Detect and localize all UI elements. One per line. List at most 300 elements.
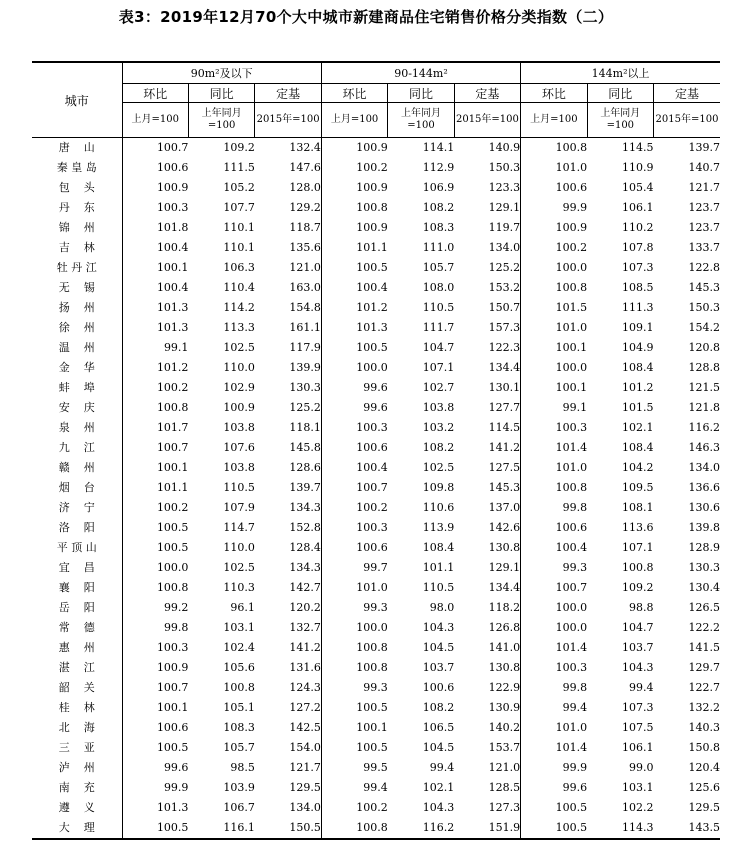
city-name: 宜 昌: [32, 558, 122, 578]
index-value: 108.3: [422, 221, 455, 234]
index-value: 114.5: [454, 418, 520, 438]
index-value: 100.5: [356, 341, 388, 354]
index-value: 134.4: [454, 578, 520, 598]
index-value: 121.0: [255, 258, 321, 278]
index-value: 100.8: [356, 201, 388, 214]
index-value: 118.7: [255, 218, 321, 238]
index-value: 121.7: [688, 181, 720, 194]
subcolumn-header-yoy: 同比: [388, 84, 454, 103]
index-value: 103.8: [223, 421, 255, 434]
index-value: 110.3: [223, 581, 255, 594]
index-value: 105.4: [622, 181, 654, 194]
index-value: 127.3: [454, 798, 520, 818]
index-value: 102.5: [422, 461, 455, 474]
index-value: 150.8: [688, 741, 720, 754]
city-name: 湛 江: [32, 658, 122, 678]
index-value: 154.2: [688, 321, 720, 334]
index-value: 103.7: [422, 661, 455, 674]
index-value: 100.5: [521, 818, 587, 839]
index-value: 132.2: [688, 701, 720, 714]
index-value: 130.8: [454, 658, 520, 678]
table-row: [32, 798, 720, 818]
index-value: 99.9: [163, 781, 189, 794]
index-value: 99.6: [363, 401, 388, 414]
index-value: 100.9: [555, 221, 588, 234]
index-value: 110.5: [223, 481, 255, 494]
index-value: 119.7: [454, 218, 520, 238]
index-value: 126.8: [454, 618, 520, 638]
index-value: 134.3: [255, 498, 321, 518]
index-value: 100.6: [555, 521, 588, 534]
index-value: 99.6: [163, 761, 189, 774]
index-value: 150.3: [688, 301, 720, 314]
index-value: 100.9: [156, 181, 189, 194]
index-value: 106.5: [422, 721, 455, 734]
index-value: 100.2: [156, 381, 189, 394]
index-value: 109.2: [223, 141, 255, 154]
index-value: 113.6: [622, 521, 654, 534]
index-value: 129.5: [688, 801, 720, 814]
table-row: [32, 698, 720, 718]
index-value: 104.3: [422, 621, 455, 634]
index-value: 100.3: [156, 641, 189, 654]
city-name: 泸 州: [32, 758, 122, 778]
index-value: 116.2: [388, 818, 454, 839]
index-value: 100.6: [156, 161, 189, 174]
index-value: 108.4: [422, 541, 455, 554]
index-value: 99.4: [429, 761, 455, 774]
city-name: 惠 州: [32, 638, 122, 658]
index-value: 99.7: [363, 561, 388, 574]
table-row: [32, 518, 720, 538]
index-value: 102.2: [622, 801, 654, 814]
index-value: 142.5: [255, 718, 321, 738]
index-value: 100.4: [356, 461, 388, 474]
index-value: 153.7: [454, 738, 520, 758]
index-value: 125.2: [454, 258, 520, 278]
index-value: 109.1: [622, 321, 654, 334]
city-column-header: 城市: [32, 62, 122, 138]
table-row: [32, 418, 720, 438]
index-value: 114.7: [223, 521, 255, 534]
table-row: [32, 618, 720, 638]
index-value: 99.6: [562, 781, 588, 794]
index-value: 100.8: [555, 481, 588, 494]
index-value: 101.2: [356, 301, 388, 314]
index-value: 111.3: [622, 301, 654, 314]
index-value: 121.0: [454, 758, 520, 778]
index-value: 140.3: [688, 721, 720, 734]
table-row: [32, 138, 720, 159]
index-value: 108.0: [422, 281, 455, 294]
index-value: 122.2: [688, 621, 720, 634]
index-value: 100.8: [555, 141, 588, 154]
index-value: 114.5: [622, 141, 654, 154]
index-value: 100.9: [156, 661, 189, 674]
index-value: 129.2: [255, 198, 321, 218]
base-period-header: 上月=100: [521, 103, 587, 138]
index-value: 110.1: [223, 241, 255, 254]
index-value: 110.0: [223, 361, 255, 374]
index-value: 100.3: [356, 521, 388, 534]
index-value: 99.9: [562, 761, 588, 774]
city-name: 三 亚: [32, 738, 122, 758]
table-row: [32, 638, 720, 658]
index-value: 101.3: [156, 801, 189, 814]
index-value: 118.2: [454, 598, 520, 618]
index-value: 110.9: [622, 161, 654, 174]
index-value: 135.6: [255, 238, 321, 258]
index-value: 102.7: [422, 381, 455, 394]
table-row: [32, 218, 720, 238]
base-period-header: 上年同月=100: [388, 103, 454, 138]
index-value: 137.0: [454, 498, 520, 518]
index-value: 99.4: [562, 701, 588, 714]
index-value: 99.1: [562, 401, 588, 414]
index-value: 111.0: [422, 241, 455, 254]
city-name: 丹 东: [32, 198, 122, 218]
index-value: 107.8: [622, 241, 654, 254]
city-name: 大 理: [32, 818, 122, 839]
table-row: [32, 338, 720, 358]
index-value: 100.0: [555, 601, 588, 614]
index-value: 99.3: [562, 561, 588, 574]
index-value: 140.2: [454, 718, 520, 738]
index-value: 163.0: [255, 278, 321, 298]
index-value: 100.8: [156, 401, 189, 414]
table-row: [32, 318, 720, 338]
index-value: 111.7: [422, 321, 455, 334]
index-value: 125.2: [255, 398, 321, 418]
index-value: 108.2: [422, 201, 455, 214]
index-value: 100.2: [156, 501, 189, 514]
index-value: 140.9: [454, 138, 520, 159]
city-name: 桂 林: [32, 698, 122, 718]
index-value: 105.2: [223, 181, 255, 194]
index-value: 142.6: [454, 518, 520, 538]
index-value: 101.1: [356, 241, 388, 254]
index-value: 130.6: [688, 501, 720, 514]
table-row: [32, 558, 720, 578]
index-value: 99.8: [562, 501, 588, 514]
index-value: 147.6: [255, 158, 321, 178]
index-value: 101.0: [356, 581, 388, 594]
index-value: 113.3: [223, 321, 255, 334]
index-value: 104.9: [622, 341, 654, 354]
index-value: 100.8: [156, 581, 189, 594]
table-row: [32, 358, 720, 378]
index-value: 100.4: [156, 281, 189, 294]
index-value: 100.5: [356, 261, 388, 274]
index-value: 136.6: [688, 481, 720, 494]
city-name: 遵 义: [32, 798, 122, 818]
index-value: 105.7: [422, 261, 455, 274]
group-header-small: 90m²及以下: [122, 62, 321, 84]
index-value: 100.8: [356, 661, 388, 674]
index-value: 128.9: [688, 541, 720, 554]
base-period-header: 上年同月=100: [188, 103, 254, 138]
index-value: 114.3: [587, 818, 653, 839]
index-value: 101.0: [555, 161, 588, 174]
index-value: 130.9: [454, 698, 520, 718]
subcolumn-header-mom: 环比: [122, 84, 188, 103]
table-row: [32, 238, 720, 258]
index-value: 121.8: [688, 401, 720, 414]
index-value: 109.2: [622, 581, 654, 594]
index-value: 121.5: [688, 381, 720, 394]
index-value: 157.3: [454, 318, 520, 338]
table-row: [32, 438, 720, 458]
index-value: 100.0: [356, 621, 388, 634]
index-value: 130.3: [255, 378, 321, 398]
index-value: 103.9: [223, 781, 255, 794]
index-value: 100.7: [156, 441, 189, 454]
index-value: 117.9: [255, 338, 321, 358]
index-value: 100.3: [356, 421, 388, 434]
index-value: 99.8: [163, 621, 189, 634]
index-value: 142.7: [255, 578, 321, 598]
city-name: 洛 阳: [32, 518, 122, 538]
city-name: 徐 州: [32, 318, 122, 338]
index-value: 128.0: [255, 178, 321, 198]
index-value: 116.1: [188, 818, 254, 839]
index-value: 154.8: [255, 298, 321, 318]
index-value: 100.3: [156, 201, 189, 214]
index-value: 100.7: [356, 481, 388, 494]
index-value: 100.2: [356, 801, 388, 814]
index-value: 103.8: [223, 461, 255, 474]
index-value: 110.2: [622, 221, 654, 234]
table-row: [32, 578, 720, 598]
index-value: 146.3: [688, 441, 720, 454]
index-value: 127.5: [454, 458, 520, 478]
index-value: 127.2: [255, 698, 321, 718]
index-value: 100.7: [555, 581, 588, 594]
index-value: 100.6: [422, 681, 455, 694]
index-value: 98.8: [629, 601, 654, 614]
index-value: 100.9: [223, 401, 255, 414]
index-value: 100.1: [156, 461, 189, 474]
index-value: 150.7: [454, 298, 520, 318]
index-value: 133.7: [688, 241, 720, 254]
index-value: 104.7: [422, 341, 455, 354]
index-value: 98.0: [429, 601, 455, 614]
index-value: 103.1: [223, 621, 255, 634]
index-value: 109.8: [422, 481, 455, 494]
index-value: 106.3: [223, 261, 255, 274]
index-value: 103.1: [622, 781, 654, 794]
index-value: 130.8: [454, 538, 520, 558]
index-value: 125.6: [688, 781, 720, 794]
index-value: 100.7: [156, 681, 189, 694]
index-value: 116.2: [688, 421, 720, 434]
index-value: 104.2: [622, 461, 654, 474]
index-value: 100.1: [555, 341, 588, 354]
index-value: 99.2: [163, 601, 189, 614]
index-value: 100.2: [356, 501, 388, 514]
index-value: 150.5: [255, 818, 321, 839]
table-row: [32, 258, 720, 278]
index-value: 107.7: [223, 201, 255, 214]
index-value: 104.5: [422, 641, 455, 654]
index-value: 100.1: [356, 721, 388, 734]
table-row: [32, 718, 720, 738]
index-value: 110.6: [422, 501, 455, 514]
index-value: 108.2: [422, 701, 455, 714]
index-value: 108.4: [622, 361, 654, 374]
index-value: 100.7: [156, 141, 189, 154]
city-name: 岳 阳: [32, 598, 122, 618]
index-value: 102.5: [223, 561, 255, 574]
index-value: 108.4: [622, 441, 654, 454]
index-value: 100.6: [356, 441, 388, 454]
index-value: 132.4: [255, 138, 321, 159]
index-value: 112.9: [422, 161, 455, 174]
index-value: 106.9: [422, 181, 455, 194]
index-value: 103.2: [422, 421, 455, 434]
city-name: 平 顶 山: [32, 538, 122, 558]
index-value: 113.9: [422, 521, 455, 534]
index-value: 127.7: [454, 398, 520, 418]
index-value: 141.2: [454, 438, 520, 458]
table-row: [32, 538, 720, 558]
index-value: 103.7: [622, 641, 654, 654]
index-value: 110.5: [422, 581, 455, 594]
city-name: 九 江: [32, 438, 122, 458]
city-name: 扬 州: [32, 298, 122, 318]
table-row: [32, 498, 720, 518]
index-value: 124.3: [255, 678, 321, 698]
index-value: 106.1: [622, 201, 654, 214]
index-value: 99.3: [363, 601, 388, 614]
base-period-header: 2015年=100: [454, 103, 520, 138]
index-value: 100.0: [356, 361, 388, 374]
index-value: 100.4: [555, 541, 588, 554]
index-value: 102.1: [422, 781, 455, 794]
index-value: 134.0: [454, 238, 520, 258]
index-value: 99.9: [562, 201, 588, 214]
index-value: 121.7: [255, 758, 321, 778]
table-row: [32, 678, 720, 698]
index-value: 105.6: [223, 661, 255, 674]
index-value: 143.5: [654, 818, 720, 839]
table-row: [32, 818, 720, 839]
index-value: 100.0: [555, 621, 588, 634]
index-value: 106.1: [622, 741, 654, 754]
index-value: 99.5: [363, 761, 388, 774]
index-value: 102.5: [223, 341, 255, 354]
index-value: 104.3: [622, 661, 654, 674]
index-value: 123.7: [688, 201, 720, 214]
city-name: 牡 丹 江: [32, 258, 122, 278]
index-value: 100.4: [356, 281, 388, 294]
index-value: 128.4: [255, 538, 321, 558]
index-value: 141.2: [255, 638, 321, 658]
subcolumn-header-yoy: 同比: [188, 84, 254, 103]
index-value: 108.1: [622, 501, 654, 514]
base-period-header: 2015年=100: [654, 103, 720, 138]
city-name: 赣 州: [32, 458, 122, 478]
index-value: 134.4: [454, 358, 520, 378]
city-name: 金 华: [32, 358, 122, 378]
index-value: 100.5: [156, 521, 189, 534]
index-value: 101.0: [555, 461, 588, 474]
index-value: 101.2: [156, 361, 189, 374]
index-value: 141.5: [688, 641, 720, 654]
index-value: 100.1: [555, 381, 588, 394]
index-value: 105.1: [223, 701, 255, 714]
index-value: 107.1: [622, 541, 654, 554]
index-value: 122.3: [454, 338, 520, 358]
index-value: 108.2: [422, 441, 455, 454]
index-value: 102.9: [223, 381, 255, 394]
index-value: 110.5: [422, 301, 455, 314]
index-value: 101.1: [422, 561, 455, 574]
city-name: 秦 皇 岛: [32, 158, 122, 178]
index-value: 123.7: [688, 221, 720, 234]
table-row: [32, 658, 720, 678]
index-value: 107.5: [622, 721, 654, 734]
city-name: 唐 山: [32, 138, 122, 159]
index-value: 100.6: [555, 181, 588, 194]
city-name: 吉 林: [32, 238, 122, 258]
index-value: 151.9: [454, 818, 520, 839]
city-name: 蚌 埠: [32, 378, 122, 398]
index-value: 100.5: [122, 818, 188, 839]
index-value: 129.1: [454, 558, 520, 578]
index-value: 128.5: [454, 778, 520, 798]
index-value: 128.6: [255, 458, 321, 478]
index-value: 141.0: [454, 638, 520, 658]
index-value: 100.5: [356, 741, 388, 754]
index-value: 100.0: [555, 361, 588, 374]
index-value: 106.7: [223, 801, 255, 814]
index-value: 126.5: [688, 601, 720, 614]
index-value: 100.6: [156, 721, 189, 734]
index-value: 109.5: [622, 481, 654, 494]
index-value: 104.3: [422, 801, 455, 814]
table-row: [32, 378, 720, 398]
index-value: 99.4: [363, 781, 388, 794]
index-value: 122.8: [688, 261, 720, 274]
index-value: 129.5: [255, 778, 321, 798]
table-row: [32, 778, 720, 798]
index-value: 100.1: [156, 701, 189, 714]
index-value: 161.1: [255, 318, 321, 338]
index-value: 100.8: [622, 561, 654, 574]
index-value: 118.1: [255, 418, 321, 438]
index-value: 130.3: [688, 561, 720, 574]
index-value: 145.8: [255, 438, 321, 458]
base-period-header: 上月=100: [122, 103, 188, 138]
index-value: 104.7: [622, 621, 654, 634]
index-value: 99.8: [562, 681, 588, 694]
index-value: 110.1: [223, 221, 255, 234]
index-value: 101.7: [156, 421, 189, 434]
index-value: 130.4: [688, 581, 720, 594]
index-value: 100.9: [356, 181, 388, 194]
index-value: 105.7: [223, 741, 255, 754]
index-value: 100.2: [555, 241, 588, 254]
index-value: 154.0: [255, 738, 321, 758]
base-period-header: 上年同月=100: [587, 103, 653, 138]
index-value: 107.1: [422, 361, 455, 374]
index-value: 131.6: [255, 658, 321, 678]
index-value: 100.8: [356, 641, 388, 654]
index-value: 110.4: [223, 281, 255, 294]
index-value: 100.0: [555, 261, 588, 274]
index-value: 111.5: [223, 161, 255, 174]
